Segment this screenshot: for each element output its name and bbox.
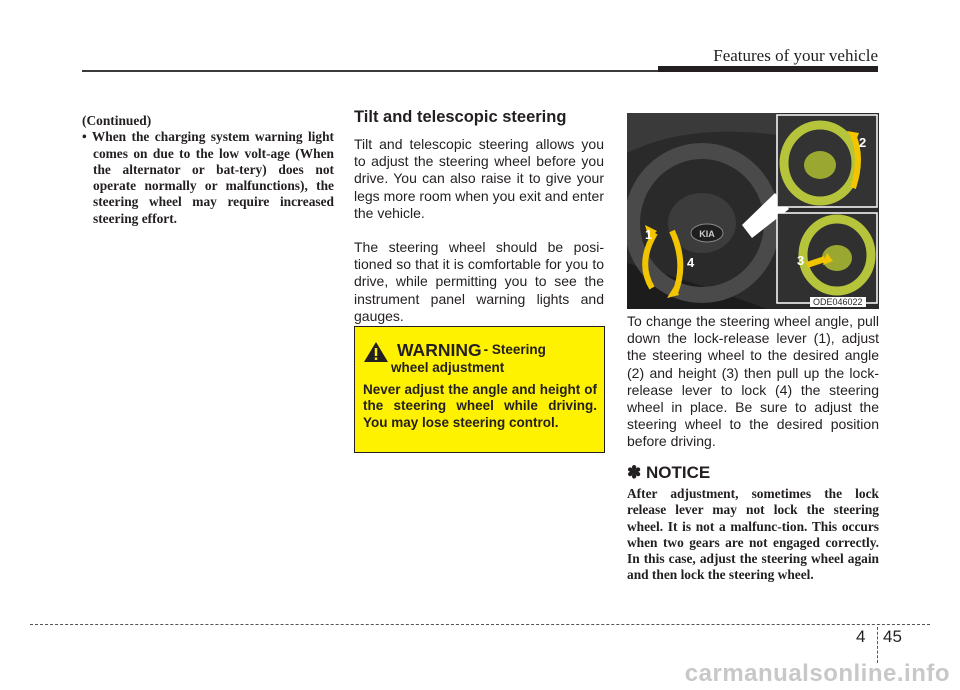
procedure-column [627,313,879,451]
section-paragraph-1: Tilt and telescopic steering allows you to adjust the steering wheel before you drive. You can also raise it to give your legs more room when you exit and enter the vehicle. [354,136,604,221]
warning-word: WARNING [397,340,482,360]
section-paragraph-2: The steering wheel should be posi-tioned so that it is comfortable for you to drive, while permitting you to see the instrument panel warning lights and gauges. [354,239,604,324]
page-header-title: Features of your vehicle [713,46,878,65]
warning-box [354,326,605,453]
bullet-text: When the charging system warning light comes on due to the low volt-age (When the alternator or bat-tery) does not operate normally or malfunctions), the steering wheel may require increased steering effort. [91,129,334,226]
procedure-paragraph: To change the steering wheel angle, pull down the lock-release lever (1), adjust the steering wheel to the desired angle (2) and height (3) then pull up the lock-release lever to lock (4) the steering wheel in place. Be sure to adjust the steering wheel to the desired position before driving. [627,313,879,450]
warning-subtitle: - Steering [483,342,546,357]
steering-illustration-svg [627,113,879,309]
footer-rule [30,624,930,625]
steering-wheel-illustration [627,113,879,309]
warning-subtitle-2: wheel adjustment [391,360,505,375]
notice-text: After adjustment, sometimes the lock release lever may not lock the steering wheel. It is not a malfunc-tion. This occurs when two gears are not engaged correctly. In this case, adjust the steering wheel again and then lock the steering wheel. [627,486,879,583]
chapter-number: 4 [856,627,866,646]
bullet-item: • When the charging system warning light comes on due to the low volt-age (When the alternator or bat-tery) does not operate normally or malfunctions), the steering wheel may require increased steering effort. [82,129,334,226]
continued-label: (Continued) [82,113,152,128]
watermark: carmanualsonline.info [684,660,950,687]
page-number: 45 [883,627,902,646]
label-1: 1 [645,227,653,242]
label-2: 2 [859,135,867,150]
label-4: 4 [687,255,695,270]
header-rule-accent [658,66,878,72]
notice-title: ✽ NOTICE [627,463,711,482]
label-3: 3 [797,253,805,268]
steering-section [354,108,604,325]
warning-triangle-icon [363,341,389,363]
kia-logo: KIA [699,229,715,239]
figure-code: ODE046022 [810,297,866,307]
warning-text: Never adjust the angle and height of the steering wheel while driving. You may lose steering control. [363,382,597,430]
section-title: Tilt and telescopic steering [354,108,567,126]
page-number-divider [877,627,878,663]
continued-column [82,113,334,227]
